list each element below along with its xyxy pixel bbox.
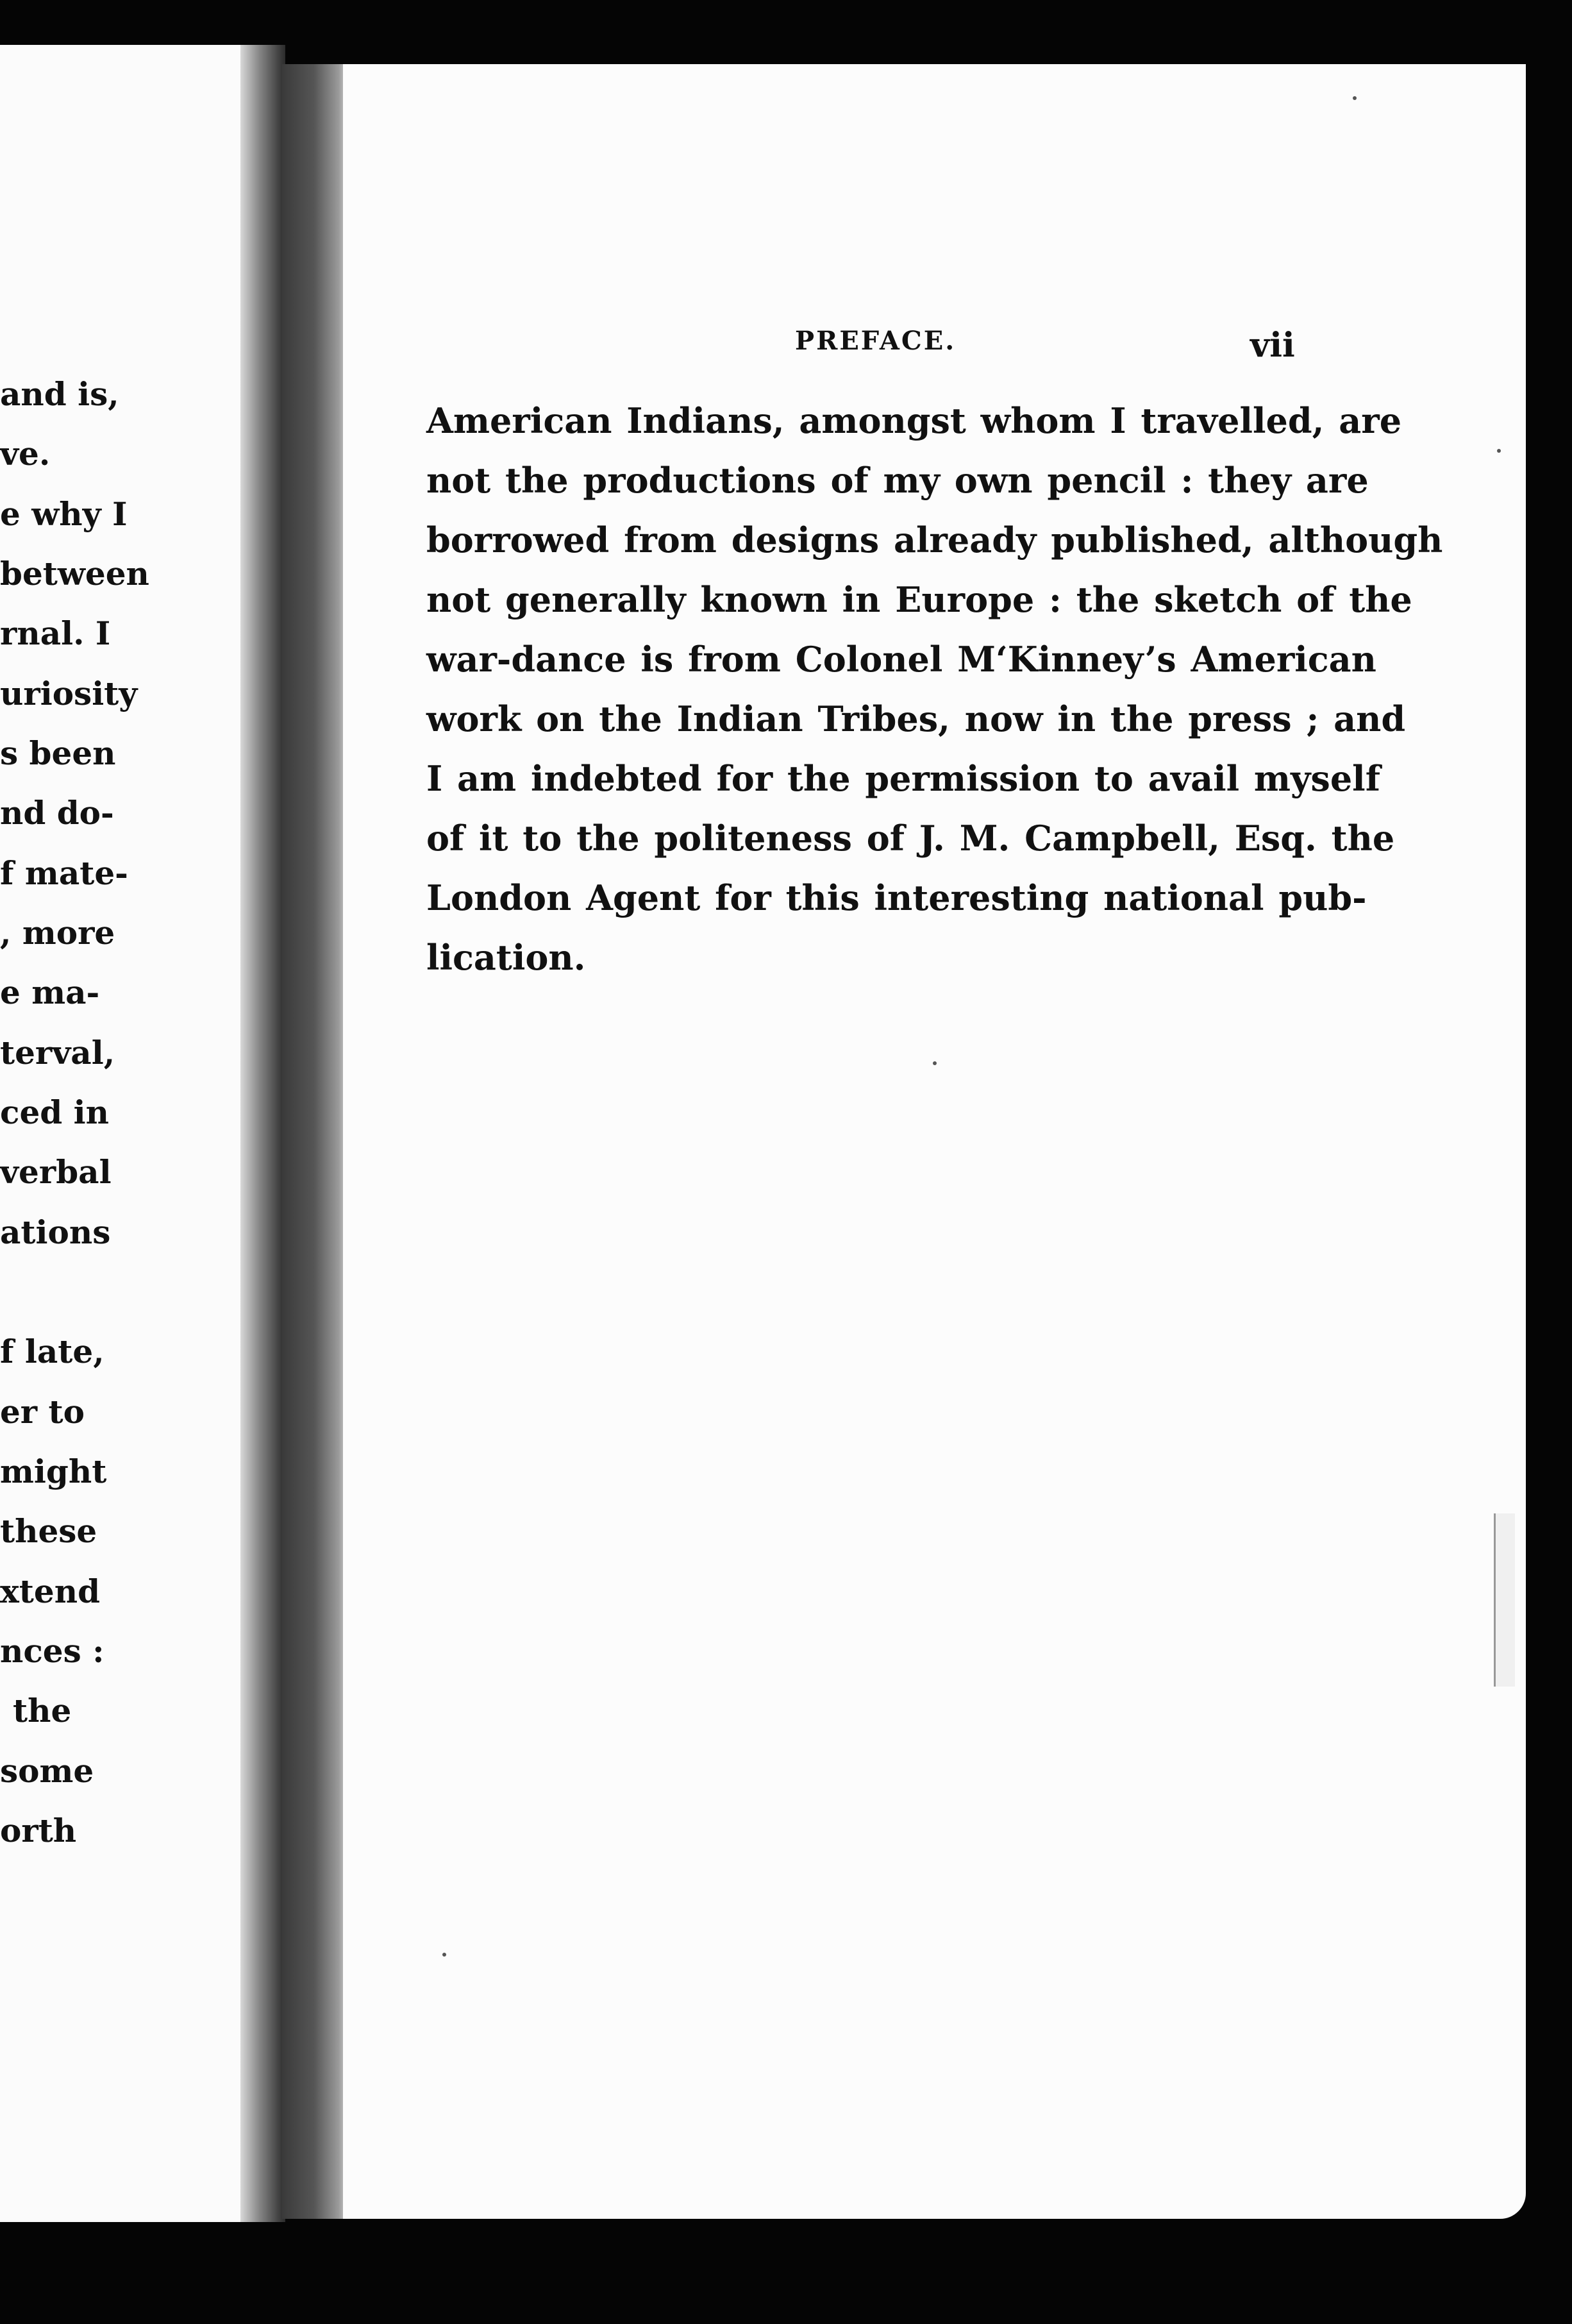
text-line: of it to the politeness of J. M. Campbell, Esq. the [426,818,1395,859]
left-page-text [0,0,256,2180]
left-line: orth [0,1812,77,1849]
left-line: ve. [0,435,51,473]
text-line: not generally known in Europe : the sketch of the [426,579,1412,620]
left-line: between [0,555,149,593]
right-page [343,64,1526,2219]
left-line: f late, [0,1333,105,1370]
left-line: the [13,1692,72,1730]
text-line: London Agent for this interesting national pub- [426,877,1367,918]
preface-paragraph [426,391,1443,988]
text-line: lication. [426,937,586,978]
left-line: uriosity [0,675,138,712]
scan-speck [442,1953,446,1957]
left-line: e why I [0,495,128,533]
text-line: work on the Indian Tribes, now in the press ; and [426,698,1406,739]
left-line: xtend [0,1572,101,1610]
left-line: , more [0,914,115,952]
left-line: verbal [0,1153,112,1191]
left-line: some [0,1752,94,1790]
left-line: e ma- [0,973,100,1011]
left-line: rnal. I [0,614,111,652]
left-line: these [0,1512,97,1550]
page-number: vii [1250,326,1295,365]
text-line: American Indians, amongst whom I travelled, are [426,400,1402,441]
text-line: borrowed from designs already published, although [426,519,1443,560]
scan-speck [933,1061,937,1065]
page-edge-tab [1494,1513,1515,1687]
text-line: I am indebted for the permission to avail myself [426,758,1380,799]
left-line: might [0,1453,107,1490]
text-line: war-dance is from Colonel M‘Kinney’s American [426,639,1376,680]
left-line: er to [0,1393,85,1431]
running-head: PREFACE. [795,326,957,356]
left-line: nd do- [0,794,114,832]
left-line: s been [0,734,116,772]
left-line: ations [0,1213,111,1251]
left-line: ced in [0,1093,109,1131]
left-line: nces : [0,1632,105,1670]
text-line: not the productions of my own pencil : they are [426,460,1369,501]
scan-speck [1497,449,1501,453]
left-line: and is, [0,375,119,413]
right-gutter-shadow [282,64,353,2219]
scan-speck [1353,96,1357,100]
left-line: f mate- [0,854,128,892]
left-line: terval, [0,1034,115,1072]
